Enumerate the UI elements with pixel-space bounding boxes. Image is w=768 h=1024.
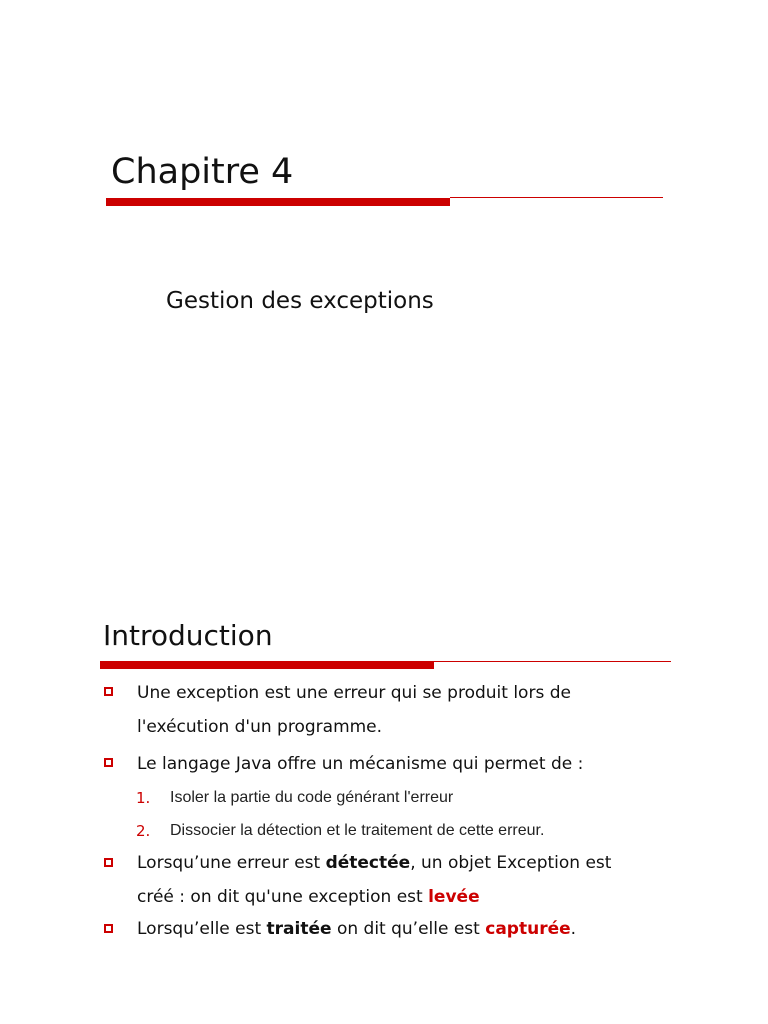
chapter-subtitle: Gestion des exceptions — [166, 288, 434, 314]
text-segment: Lorsqu’une erreur est — [137, 853, 326, 873]
title-underline-thick — [106, 198, 450, 206]
title-underline-thin — [450, 197, 663, 198]
sub-item-text: Isoler la partie du code générant l'erreur — [170, 789, 454, 806]
square-bullet-icon — [104, 924, 113, 933]
text-segment: Lorsqu’elle est — [137, 919, 267, 939]
bold-term-traitee: traitée — [266, 919, 332, 939]
text-segment: . — [570, 919, 577, 939]
sub-item-text: Dissocier la détection et le traitement de cette erreur. — [170, 822, 545, 839]
sub-item-number: 2. — [136, 822, 151, 840]
bullet-text-continued: l'exécution d'un programme. — [137, 717, 383, 737]
square-bullet-icon — [104, 758, 113, 767]
square-bullet-icon — [104, 858, 113, 867]
section-title: Introduction — [103, 619, 273, 652]
bullet-text-continued — [137, 880, 480, 914]
title-underline-thick — [100, 661, 434, 669]
slide-introduction — [0, 560, 768, 1024]
text-segment: créé : on dit qu'une exception est — [137, 887, 429, 907]
highlight-term-capturee: capturée — [485, 919, 571, 939]
square-bullet-icon — [104, 687, 113, 696]
title-underline-thin — [434, 661, 671, 662]
bullet-text — [137, 912, 576, 946]
highlight-term-levee: levée — [428, 887, 480, 907]
text-segment: , un objet Exception est — [410, 853, 612, 873]
chapter-title: Chapitre 4 — [111, 152, 294, 192]
bullet-text: Une exception est une erreur qui se produit lors de — [137, 683, 571, 703]
bullet-text: Le langage Java offre un mécanisme qui permet de : — [137, 754, 584, 774]
sub-item-number: 1. — [136, 789, 151, 807]
bold-term-detectee: détectée — [325, 853, 411, 873]
text-segment: on dit qu’elle est — [331, 919, 486, 939]
bullet-text — [137, 846, 611, 880]
